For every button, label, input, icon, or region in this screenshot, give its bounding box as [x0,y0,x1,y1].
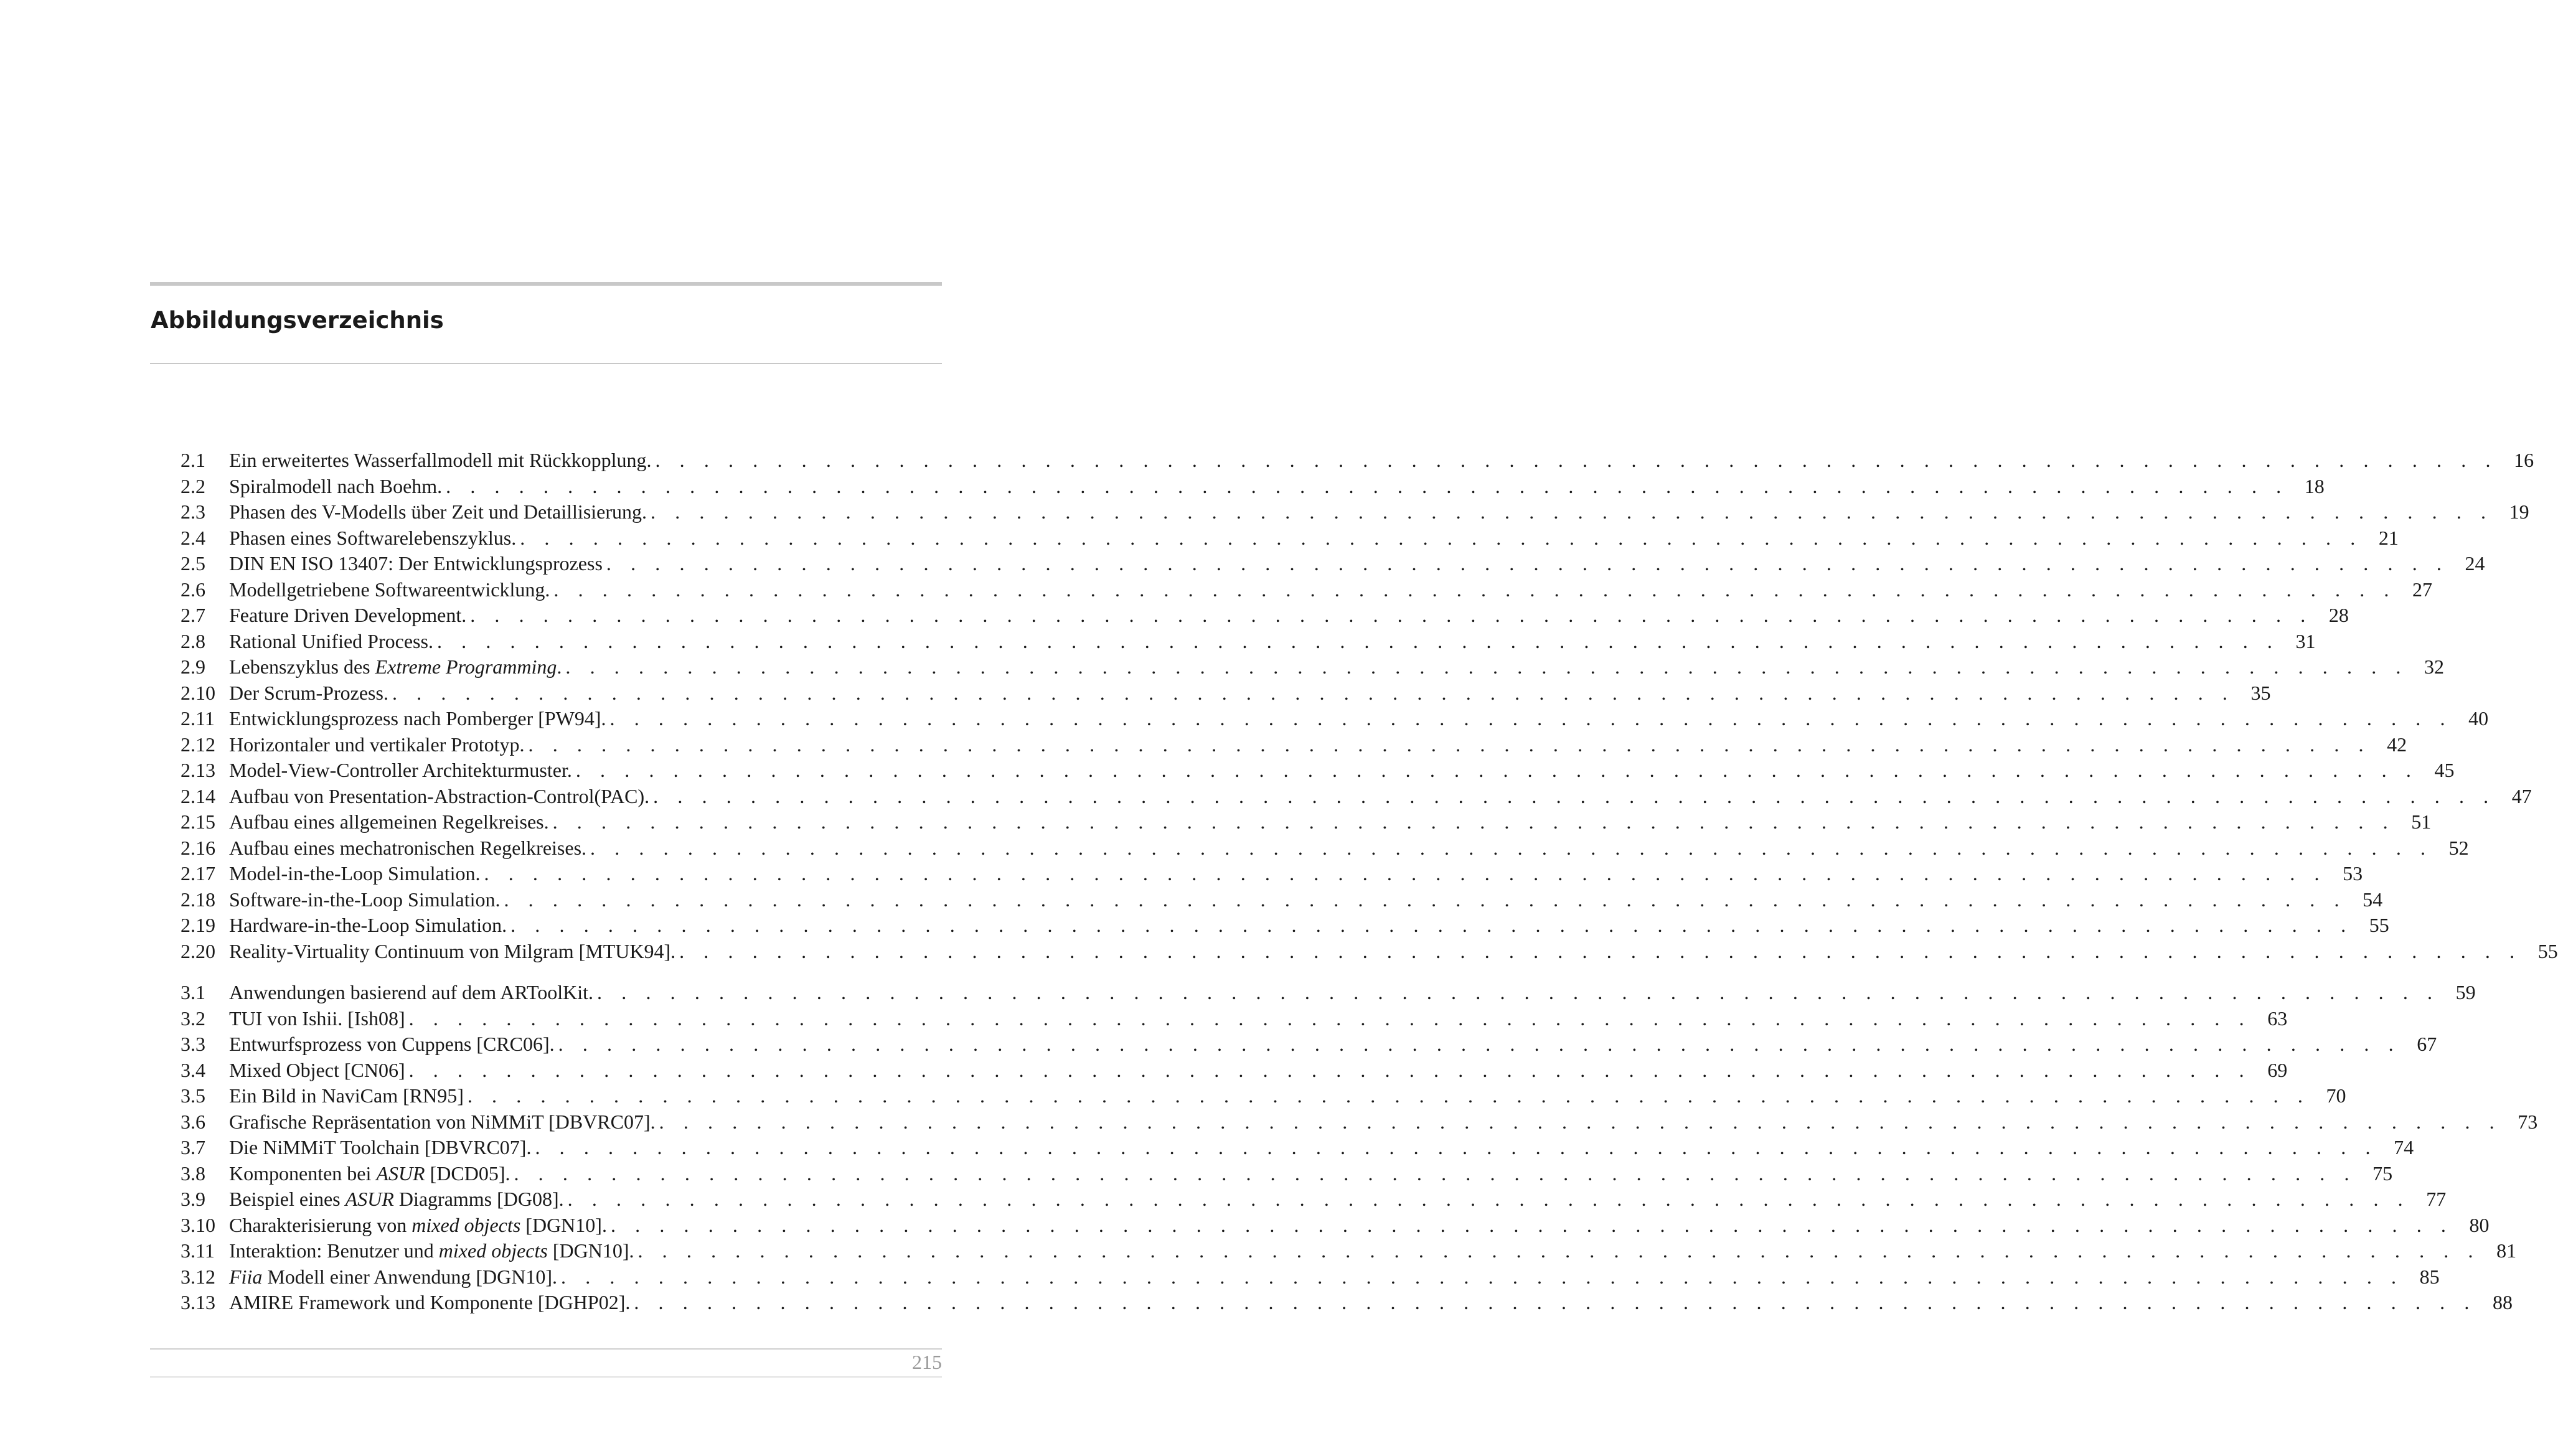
figure-title-text: Phasen des V-Modells über Zeit und Detaillisierung. [229,500,647,523]
figure-entry[interactable] [181,654,2445,680]
figure-title-text: Software-in-the-Loop Simulation. [229,888,501,911]
figure-title-text: Entwicklungsprozess nach Pomberger [PW94]. [229,707,606,730]
figure-entry[interactable] [181,1161,2393,1187]
figure-number: 2.9 [181,655,205,678]
figure-title [229,913,507,939]
figure-number: 3.11 [181,1239,215,1262]
figure-number: 3.10 [181,1213,215,1236]
figure-title-text: Modell einer Anwendung [DGN10]. [262,1265,558,1288]
dot-leader: . . . . . . . . . . . . . . . . . . . . . . . . . . . . . . . . . . . . . . . . . . . . . . . . . . . . . . . . . . . . . . . . . . . . . . . . . . . . [679,939,2522,962]
figure-entry[interactable] [181,1006,2288,1032]
figure-page-number: 27 [2412,578,2432,601]
figure-title-text: Anwendungen basierend auf dem ARToolKit. [229,981,594,1003]
figure-number: 3.1 [181,981,205,1003]
figure-entry[interactable] [181,603,2349,629]
dot-leader: . . . . . . . . . . . . . . . . . . . . . . . . . . . . . . . . . . . . . . . . . . . . . . . . . . . . . . . . . . . . . . . . . . . . . . . . . . . . [637,1239,2481,1262]
figure-title-text: Reality-Virtuality Continuum von Milgram [MTUK94]. [229,939,676,962]
figure-page-number: 88 [2492,1291,2513,1313]
figure-number: 2.20 [181,939,215,962]
figure-title [229,1186,564,1213]
dot-leader: . . . . . . . . . . . . . . . . . . . . . . . . . . . . . . . . . . . . . . . . . . . . . . . . . . . . . . . . . . . . . . . . . . . . . . . . . . . . [565,655,2409,678]
figure-page-number: 31 [2295,629,2316,652]
figure-title-text: Komponenten bei [229,1162,377,1185]
dot-leader: . . . . . . . . . . . . . . . . . . . . . . . . . . . . . . . . . . . . . . . . . . . . . . . . . . . . . . . . . . . . . . . . . . . . . . . . . . . . [558,1033,2401,1055]
footer-rule [150,1348,942,1350]
figure-title [229,525,516,552]
figure-title-text: Model-in-the-Loop Simulation. [229,862,481,885]
figure-entry[interactable] [181,551,2485,577]
dot-leader: . . . . . . . . . . . . . . . . . . . . . . . . . . . . . . . . . . . . . . . . . . . . . . . . . . . . . . . . . . . . . . . . . . . . . . . . . . . . [590,836,2433,859]
figure-page-number: 16 [2514,449,2534,471]
figure-number: 2.6 [181,578,205,601]
dot-leader: . . . . . . . . . . . . . . . . . . . . . . . . . . . . . . . . . . . . . . . . . . . . . . . . . . . . . . . . . . . . . . . . . . . . . . . . . . . . [606,552,2449,575]
figure-title-emphasis: mixed objects [438,1239,548,1262]
dot-leader: . . . . . . . . . . . . . . . . . . . . . . . . . . . . . . . . . . . . . . . . . . . . . . . . . . . . . . . . . . . . . . . . . . . . . . . . . . . . [446,474,2288,497]
figure-number: 2.15 [181,810,215,833]
figure-number: 3.12 [181,1265,215,1288]
figure-page-number: 19 [2509,500,2529,523]
figure-page-number: 63 [2267,1007,2288,1030]
figure-number: 2.14 [181,784,215,807]
figure-page-number: 35 [2250,681,2271,704]
figure-title-text: Charakterisierung von [229,1213,412,1236]
figure-title-text: Interaktion: Benutzer und [229,1239,439,1262]
figure-number: 3.6 [181,1110,205,1133]
figure-page-number: 81 [2496,1239,2517,1262]
figure-entry[interactable] [181,1213,2490,1239]
figure-entry[interactable] [181,1186,2447,1213]
figure-page-number: 18 [2304,474,2325,497]
figure-title-emphasis: ASUR [376,1162,425,1185]
figure-entry[interactable] [181,1109,2538,1135]
dot-leader: . . . . . . . . . . . . . . . . . . . . . . . . . . . . . . . . . . . . . . . . . . . . . . . . . . . . . . . . . . . . . . . . . . . . . . . . . . . . [392,681,2235,704]
figure-page-number: 53 [2343,862,2363,885]
dot-leader: . . . . . . . . . . . . . . . . . . . . . . . . . . . . . . . . . . . . . . . . . . . . . . . . . . . . . . . . . . . . . . . . . . . . . . . . . . . . [609,707,2453,730]
figure-page-number: 42 [2387,733,2407,756]
figure-title [229,1238,634,1264]
page-title: Abbildungsverzeichnis [151,307,444,334]
figure-title-text: Ein erweitertes Wasserfallmodell mit Rückkopplung. [229,449,652,471]
dot-leader: . . . . . . . . . . . . . . . . . . . . . . . . . . . . . . . . . . . . . . . . . . . . . . . . . . . . . . . . . . . . . . . . . . . . . . . . . . . . [528,733,2371,756]
figure-page-number: 74 [2394,1136,2414,1158]
figure-title-text: AMIRE Framework und Komponente [DGHP02]. [229,1291,631,1313]
figure-number: 2.3 [181,500,205,523]
figure-entry[interactable] [181,809,2432,835]
dot-leader: . . . . . . . . . . . . . . . . . . . . . . . . . . . . . . . . . . . . . . . . . . . . . . . . . . . . . . . . . . . . . . . . . . . . . . . . . . . . [436,629,2280,652]
figure-title [229,551,603,577]
figure-title-text: TUI von Ishii. [Ish08] [229,1007,405,1030]
top-rule [150,282,942,286]
figure-title [229,784,649,810]
dot-leader: . . . . . . . . . . . . . . . . . . . . . . . . . . . . . . . . . . . . . . . . . . . . . . . . . . . . . . . . . . . . . . . . . . . . . . . . . . . . [655,449,2498,471]
figure-entry[interactable] [181,706,2489,732]
figure-entry[interactable] [181,1290,2513,1316]
figure-title [229,577,550,603]
figure-title [229,1290,630,1316]
dot-leader: . . . . . . . . . . . . . . . . . . . . . . . . . . . . . . . . . . . . . . . . . . . . . . . . . . . . . . . . . . . . . . . . . . . . . . . . . . . . [504,888,2347,911]
figure-page-number: 21 [2378,526,2399,549]
figure-number: 2.13 [181,759,215,781]
figure-page-number: 51 [2411,810,2432,833]
figure-title-emphasis: ASUR [345,1188,394,1210]
group-separator [181,964,942,980]
figure-number: 3.13 [181,1291,215,1313]
dot-leader: . . . . . . . . . . . . . . . . . . . . . . . . . . . . . . . . . . . . . . . . . . . . . . . . . . . . . . . . . . . . . . . . . . . . . . . . . . . . [553,578,2396,601]
dot-leader: . . . . . . . . . . . . . . . . . . . . . . . . . . . . . . . . . . . . . . . . . . . . . . . . . . . . . . . . . . . . . . . . . . . . . . . . . . . . [610,1213,2453,1236]
figure-title [229,980,593,1006]
figure-page-number: 55 [2369,914,2389,936]
figure-title-emphasis: mixed objects [411,1213,521,1236]
dot-leader: . . . . . . . . . . . . . . . . . . . . . . . . . . . . . . . . . . . . . . . . . . . . . . . . . . . . . . . . . . . . . . . . . . . . . . . . . . . . [408,1058,2252,1081]
figure-title-text: Spiralmodell nach Boehm. [229,474,443,497]
figure-title-text: Lebenszyklus des [229,655,375,678]
figure-title-text: [DCD05]. [425,1162,510,1185]
figure-number: 3.2 [181,1007,205,1030]
figure-page-number: 85 [2419,1265,2440,1288]
figure-title-text: Aufbau eines allgemeinen Regelkreises. [229,810,549,833]
figure-title [229,654,562,680]
heading-rule [150,363,942,364]
figure-number: 2.8 [181,629,205,652]
figure-title [229,1031,555,1058]
figure-entry[interactable] [181,758,2455,784]
figure-title [229,887,500,913]
dot-leader: . . . . . . . . . . . . . . . . . . . . . . . . . . . . . . . . . . . . . . . . . . . . . . . . . . . . . . . . . . . . . . . . . . . . . . . . . . . . [561,1265,2404,1288]
figure-title [229,1083,464,1109]
figure-number: 3.7 [181,1136,205,1158]
figure-title [229,758,572,784]
figure-title-text: Grafische Repräsentation von NiMMiT [DBVRC07]. [229,1110,656,1133]
figure-title-text: Die NiMMiT Toolchain [DBVRC07]. [229,1136,532,1158]
figure-page-number: 59 [2455,981,2476,1003]
figure-title [229,1161,510,1187]
dot-leader: . . . . . . . . . . . . . . . . . . . . . . . . . . . . . . . . . . . . . . . . . . . . . . . . . . . . . . . . . . . . . . . . . . . . . . . . . . . . [653,784,2496,807]
figure-title-text: Feature Driven Development. [229,604,467,626]
figure-entry[interactable] [181,577,2432,603]
figure-entry[interactable] [181,525,2399,552]
figure-number: 2.16 [181,836,215,859]
figure-number: 2.19 [181,914,215,936]
figure-entry[interactable] [181,1264,2440,1290]
figure-page-number: 75 [2372,1162,2393,1185]
figure-page-number: 77 [2426,1188,2447,1210]
figure-page-number: 70 [2326,1084,2346,1107]
figure-page-number: 67 [2417,1033,2437,1055]
figure-title-text: Hardware-in-the-Loop Simulation. [229,914,507,936]
figure-page-number: 54 [2363,888,2383,911]
dot-leader: . . . . . . . . . . . . . . . . . . . . . . . . . . . . . . . . . . . . . . . . . . . . . . . . . . . . . . . . . . . . . . . . . . . . . . . . . . . . [520,526,2363,549]
figure-title-text: Der Scrum-Prozess. [229,681,388,704]
figure-page-number: 24 [2465,552,2485,575]
figure-page-number: 69 [2267,1058,2288,1081]
figure-number: 3.3 [181,1033,205,1055]
figure-entry[interactable] [181,680,2271,707]
figure-number: 2.2 [181,474,205,497]
figure-title [229,603,466,629]
figure-entry[interactable] [181,939,2558,965]
figure-number: 3.5 [181,1084,205,1107]
figure-entry[interactable] [181,732,2407,758]
figure-title [229,732,525,758]
figure-entry[interactable] [181,887,2383,913]
figure-entry[interactable] [181,913,2389,939]
figure-entry[interactable] [181,1058,2288,1084]
dot-leader: . . . . . . . . . . . . . . . . . . . . . . . . . . . . . . . . . . . . . . . . . . . . . . . . . . . . . . . . . . . . . . . . . . . . . . . . . . . . [659,1110,2502,1133]
figure-number: 2.11 [181,707,215,730]
figure-title [229,1006,405,1032]
figure-title [229,939,675,965]
figure-title-text: DIN EN ISO 13407: Der Entwicklungsprozess [229,552,603,575]
figure-title-text: Beispiel eines [229,1188,346,1210]
figure-title [229,1058,405,1084]
figure-title-text: Rational Unified Process. [229,629,433,652]
figure-title [229,1213,607,1239]
figure-entry[interactable] [181,1083,2346,1109]
figure-entry[interactable] [181,1135,2414,1161]
figure-number: 2.17 [181,862,215,885]
dot-leader: . . . . . . . . . . . . . . . . . . . . . . . . . . . . . . . . . . . . . . . . . . . . . . . . . . . . . . . . . . . . . . . . . . . . . . . . . . . . [597,981,2440,1003]
figure-title-emphasis: Fiia [229,1265,263,1288]
figure-number: 2.5 [181,552,205,575]
figure-title [229,448,651,474]
dot-leader: . . . . . . . . . . . . . . . . . . . . . . . . . . . . . . . . . . . . . . . . . . . . . . . . . . . . . . . . . . . . . . . . . . . . . . . . . . . . [575,759,2419,781]
figure-title-text: Horizontaler und vertikaler Prototyp. [229,733,525,756]
footer-bottom-rule [150,1376,942,1378]
figure-page-number: 40 [2468,707,2489,730]
page-number: 215 [912,1351,942,1373]
figure-title-text: Modellgetriebene Softwareentwicklung. [229,578,550,601]
figure-title-text: Aufbau von Presentation-Abstraction-Control(PAC). [229,784,650,807]
figure-entry[interactable] [181,835,2469,862]
figure-entry[interactable] [181,499,2529,525]
figure-title [229,474,442,500]
figure-number: 3.8 [181,1162,205,1185]
figure-title-text: Mixed Object [CN06] [229,1058,405,1081]
figure-number: 2.7 [181,604,205,626]
figure-title [229,706,606,732]
figure-title-emphasis: Extreme Programming [375,655,557,678]
figure-number: 2.1 [181,449,205,471]
figure-page-number: 47 [2511,784,2532,807]
dot-leader: . . . . . . . . . . . . . . . . . . . . . . . . . . . . . . . . . . . . . . . . . . . . . . . . . . . . . . . . . . . . . . . . . . . . . . . . . . . . [634,1291,2476,1313]
figure-page-number: 28 [2328,604,2349,626]
dot-leader: . . . . . . . . . . . . . . . . . . . . . . . . . . . . . . . . . . . . . . . . . . . . . . . . . . . . . . . . . . . . . . . . . . . . . . . . . . . . [470,604,2313,626]
dot-leader: . . . . . . . . . . . . . . . . . . . . . . . . . . . . . . . . . . . . . . . . . . . . . . . . . . . . . . . . . . . . . . . . . . . . . . . . . . . . [651,500,2493,523]
figure-title-text: Phasen eines Softwarelebenszyklus. [229,526,517,549]
list-of-figures [181,448,2558,1316]
figure-title-text: [DGN10]. [547,1239,634,1262]
dot-leader: . . . . . . . . . . . . . . . . . . . . . . . . . . . . . . . . . . . . . . . . . . . . . . . . . . . . . . . . . . . . . . . . . . . . . . . . . . . . [567,1188,2410,1210]
figure-title-text: Aufbau eines mechatronischen Regelkreises. [229,836,587,859]
figure-entry[interactable] [181,861,2363,887]
figure-title [229,629,433,655]
figure-title [229,499,647,525]
figure-page-number: 52 [2448,836,2469,859]
figure-title [229,809,549,835]
figure-number: 3.4 [181,1058,205,1081]
figure-entry[interactable] [181,1031,2437,1058]
figure-number: 2.12 [181,733,215,756]
dot-leader: . . . . . . . . . . . . . . . . . . . . . . . . . . . . . . . . . . . . . . . . . . . . . . . . . . . . . . . . . . . . . . . . . . . . . . . . . . . . [552,810,2396,833]
figure-title-text: . [557,655,562,678]
figure-title-text: Model-View-Controller Architekturmuster. [229,759,572,781]
figure-title-text: Ein Bild in NaviCam [RN95] [229,1084,464,1107]
dot-leader: . . . . . . . . . . . . . . . . . . . . . . . . . . . . . . . . . . . . . . . . . . . . . . . . . . . . . . . . . . . . . . . . . . . . . . . . . . . . [514,1162,2357,1185]
figure-entry[interactable] [181,784,2532,810]
figure-number: 2.10 [181,681,215,704]
figure-entry[interactable] [181,1238,2517,1264]
figure-page-number: 32 [2424,655,2445,678]
figure-page-number: 45 [2434,759,2455,781]
figure-page-number: 55 [2537,939,2558,962]
dot-leader: . . . . . . . . . . . . . . . . . . . . . . . . . . . . . . . . . . . . . . . . . . . . . . . . . . . . . . . . . . . . . . . . . . . . . . . . . . . . [510,914,2353,936]
figure-page-number: 80 [2469,1213,2490,1236]
figure-entry[interactable] [181,629,2316,655]
figure-entry[interactable] [181,448,2534,474]
figure-title [229,1135,531,1161]
dot-leader: . . . . . . . . . . . . . . . . . . . . . . . . . . . . . . . . . . . . . . . . . . . . . . . . . . . . . . . . . . . . . . . . . . . . . . . . . . . . [484,862,2327,885]
figure-title [229,835,586,862]
figure-title [229,1109,656,1135]
dot-leader: . . . . . . . . . . . . . . . . . . . . . . . . . . . . . . . . . . . . . . . . . . . . . . . . . . . . . . . . . . . . . . . . . . . . . . . . . . . . [467,1084,2310,1107]
figure-page-number: 73 [2518,1110,2538,1133]
figure-title-text: [DGN10]. [520,1213,607,1236]
figure-entry[interactable] [181,474,2325,500]
figure-title-text: Entwurfsprozess von Cuppens [CRC06]. [229,1033,555,1055]
dot-leader: . . . . . . . . . . . . . . . . . . . . . . . . . . . . . . . . . . . . . . . . . . . . . . . . . . . . . . . . . . . . . . . . . . . . . . . . . . . . [408,1007,2252,1030]
figure-number: 2.18 [181,888,215,911]
figure-title [229,1264,557,1290]
figure-title [229,861,481,887]
dot-leader: . . . . . . . . . . . . . . . . . . . . . . . . . . . . . . . . . . . . . . . . . . . . . . . . . . . . . . . . . . . . . . . . . . . . . . . . . . . . [535,1136,2378,1158]
figure-entry[interactable] [181,980,2476,1006]
figure-title [229,680,388,707]
figure-number: 2.4 [181,526,205,549]
figure-title-text: Diagramms [DG08]. [393,1188,564,1210]
figure-number: 3.9 [181,1188,205,1210]
